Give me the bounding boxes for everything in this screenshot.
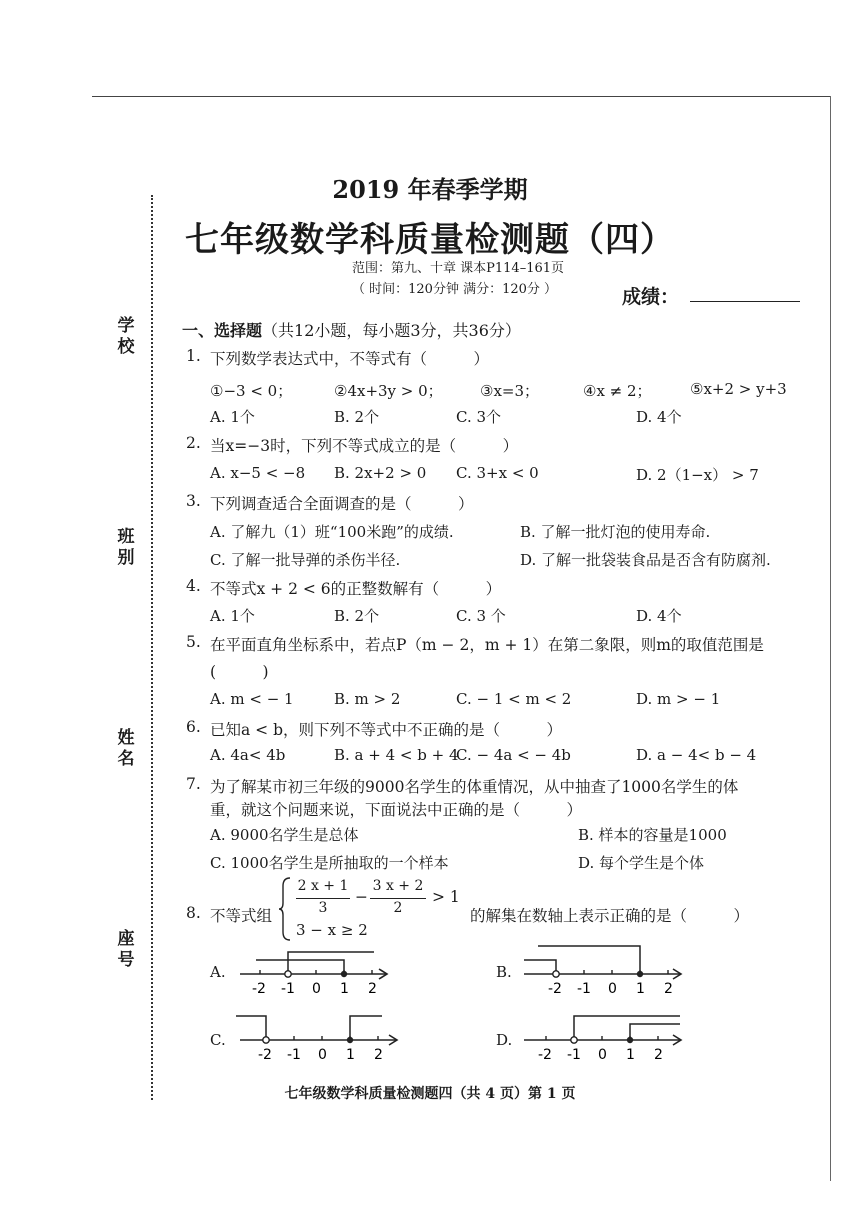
tick-label: 2 [654, 1047, 663, 1063]
q4-option-a[interactable]: A. 1个 [210, 607, 255, 625]
q4-number: 4. [186, 577, 201, 595]
q1-item-2: ②4x+3y > 0； [334, 382, 443, 400]
tick-label: 2 [374, 1047, 383, 1063]
q1-item-3: ③x=3； [480, 382, 540, 400]
tick-label: 2 [368, 981, 377, 997]
q6-option-d[interactable]: D. a − 4< b − 4 [636, 746, 757, 764]
q3-number: 3. [186, 492, 201, 510]
q8-option-d[interactable]: D. [496, 1031, 513, 1049]
q6-option-c[interactable]: C. − 4a < − 4b [456, 746, 571, 764]
q6-option-a[interactable]: A. 4a< 4b [210, 746, 286, 764]
tick-label: -1 [567, 1047, 581, 1063]
number-line-a [236, 944, 396, 996]
q2-option-a[interactable]: A. x−5 < −8 [210, 464, 306, 482]
q8-suffix: 的解集在数轴上表示正确的是（ ） [470, 907, 750, 925]
tick-label: -2 [548, 981, 562, 997]
exam-term: 2019 年春季学期 [332, 175, 528, 204]
tick-label: 1 [636, 981, 645, 997]
system-brace [278, 876, 292, 942]
q5-option-c[interactable]: C. − 1 < m < 2 [456, 690, 572, 708]
frac-minus: − [355, 888, 368, 906]
number-line-c [236, 1012, 411, 1064]
q4-option-d[interactable]: D. 4个 [636, 607, 682, 625]
q6-number: 6. [186, 718, 201, 736]
number-line-b [520, 944, 695, 996]
q5-option-d[interactable]: D. m > − 1 [636, 690, 721, 708]
q7-text-continued: 重，就这个问题来说，下面说法中正确的是（ ） [210, 801, 583, 819]
q1-item-4: ④x ≠ 2； [583, 382, 652, 400]
q8-number: 8. [186, 904, 201, 922]
q3-option-c[interactable]: C. 了解一批导弹的杀伤半径. [210, 551, 401, 569]
exam-scope: 范围：第九、十章 课本P114–161页 [352, 261, 565, 276]
sidebar-name: 姓名 [117, 728, 135, 769]
q6-option-b[interactable]: B. a + 4 < b + 4 [334, 746, 459, 764]
sidebar-seat: 座号 [117, 929, 135, 970]
q2-option-c[interactable]: C. 3+x < 0 [456, 464, 539, 482]
exam-time-score: （ 时间：120分钟 满分：120分 ） [352, 282, 558, 297]
tick-label: 1 [626, 1047, 635, 1063]
q3-option-b[interactable]: B. 了解一批灯泡的使用寿命. [520, 523, 711, 541]
tick-label: 1 [346, 1047, 355, 1063]
exam-title: 七年级数学科质量检测题（四） [185, 220, 675, 260]
frac1-bar [296, 898, 350, 899]
q3-option-a[interactable]: A. 了解九（1）班“100米跑”的成绩. [210, 523, 454, 541]
tick-label: -1 [281, 981, 295, 997]
q2-number: 2. [186, 434, 201, 452]
q7-number: 7. [186, 775, 201, 793]
frac2-denominator: 2 [393, 900, 403, 916]
sidebar-school: 学校 [117, 316, 135, 357]
q1-text: 下列数学表达式中，不等式有（ ） [210, 350, 490, 368]
top-rule [92, 96, 830, 97]
q4-text: 不等式x + 2 < 6的正整数解有（ ） [210, 580, 502, 598]
q4-option-c[interactable]: C. 3 个 [456, 607, 506, 625]
q1-item-5: ⑤x+2 > y+3 [690, 380, 787, 398]
q6-text: 已知a < b，则下列不等式中不正确的是（ ） [210, 721, 563, 739]
number-line-d [520, 1012, 695, 1064]
tick-label: -2 [252, 981, 266, 997]
section-note: （共12小题，每小题3分，共36分） [262, 321, 521, 340]
tick-label: 2 [664, 981, 673, 997]
q5-option-b[interactable]: B. m > 2 [334, 690, 401, 708]
frac2-bar [370, 898, 426, 899]
tick-label: -2 [538, 1047, 552, 1063]
score-blank[interactable] [690, 301, 800, 302]
binding-dotted-line [151, 195, 153, 1100]
q8-prefix: 不等式组 [210, 907, 273, 925]
q2-option-b[interactable]: B. 2x+2 > 0 [334, 464, 427, 482]
tick-label: 0 [608, 981, 617, 997]
page-footer: 七年级数学科质量检测题四（共 4 页）第 1 页 [284, 1086, 576, 1102]
q4-option-b[interactable]: B. 2个 [334, 607, 380, 625]
tick-label: 0 [312, 981, 321, 997]
frac1-numerator: 2 x + 1 [297, 878, 349, 894]
q1-item-1: ①−3 < 0； [210, 382, 293, 400]
q7-option-d[interactable]: D. 每个学生是个体 [578, 854, 705, 872]
tick-label: -2 [258, 1047, 272, 1063]
q2-text: 当x=−3时，下列不等式成立的是（ ） [210, 437, 519, 455]
q7-option-c[interactable]: C. 1000名学生是所抽取的一个样本 [210, 854, 449, 872]
frac1-denominator: 3 [318, 900, 328, 916]
tick-label: 1 [340, 981, 349, 997]
q7-text: 为了解某市初三年级的9000名学生的体重情况，从中抽查了1000名学生的体 [210, 778, 739, 796]
q1-option-a[interactable]: A. 1个 [210, 408, 255, 426]
sidebar-class: 班别 [117, 527, 135, 568]
frac-gt-one: > 1 [432, 888, 460, 906]
q8-option-c[interactable]: C. [210, 1031, 226, 1049]
q8-option-a[interactable]: A. [210, 963, 226, 981]
q7-option-b[interactable]: B. 样本的容量是1000 [578, 826, 727, 844]
q5-number: 5. [186, 633, 201, 651]
q7-option-a[interactable]: A. 9000名学生是总体 [210, 826, 359, 844]
q5-text-continued: ( ) [210, 663, 269, 681]
q8-option-b[interactable]: B. [496, 963, 512, 981]
section-name: 一、选择题 [182, 321, 263, 340]
frac2-numerator: 3 x + 2 [372, 878, 424, 894]
section-title [182, 318, 521, 341]
q1-option-d[interactable]: D. 4个 [636, 408, 682, 426]
tick-label: -1 [287, 1047, 301, 1063]
tick-label: 0 [598, 1047, 607, 1063]
q5-option-a[interactable]: A. m < − 1 [210, 690, 294, 708]
tick-label: 0 [318, 1047, 327, 1063]
q1-number: 1. [186, 347, 201, 365]
score-label: 成绩： [622, 286, 680, 308]
q1-option-c[interactable]: C. 3个 [456, 408, 502, 426]
tick-label: -1 [577, 981, 591, 997]
q3-option-d[interactable]: D. 了解一批袋装食品是否含有防腐剂. [520, 551, 771, 569]
q3-text: 下列调查适合全面调查的是（ ） [210, 495, 474, 513]
q5-text: 在平面直角坐标系中，若点P（m − 2，m + 1）在第二象限，则m的取值范围是 [210, 636, 764, 654]
system-line-2: 3 − x ≥ 2 [296, 921, 368, 939]
q1-option-b[interactable]: B. 2个 [334, 408, 380, 426]
q2-option-d[interactable]: D. 2（1−x） > 7 [636, 466, 759, 484]
